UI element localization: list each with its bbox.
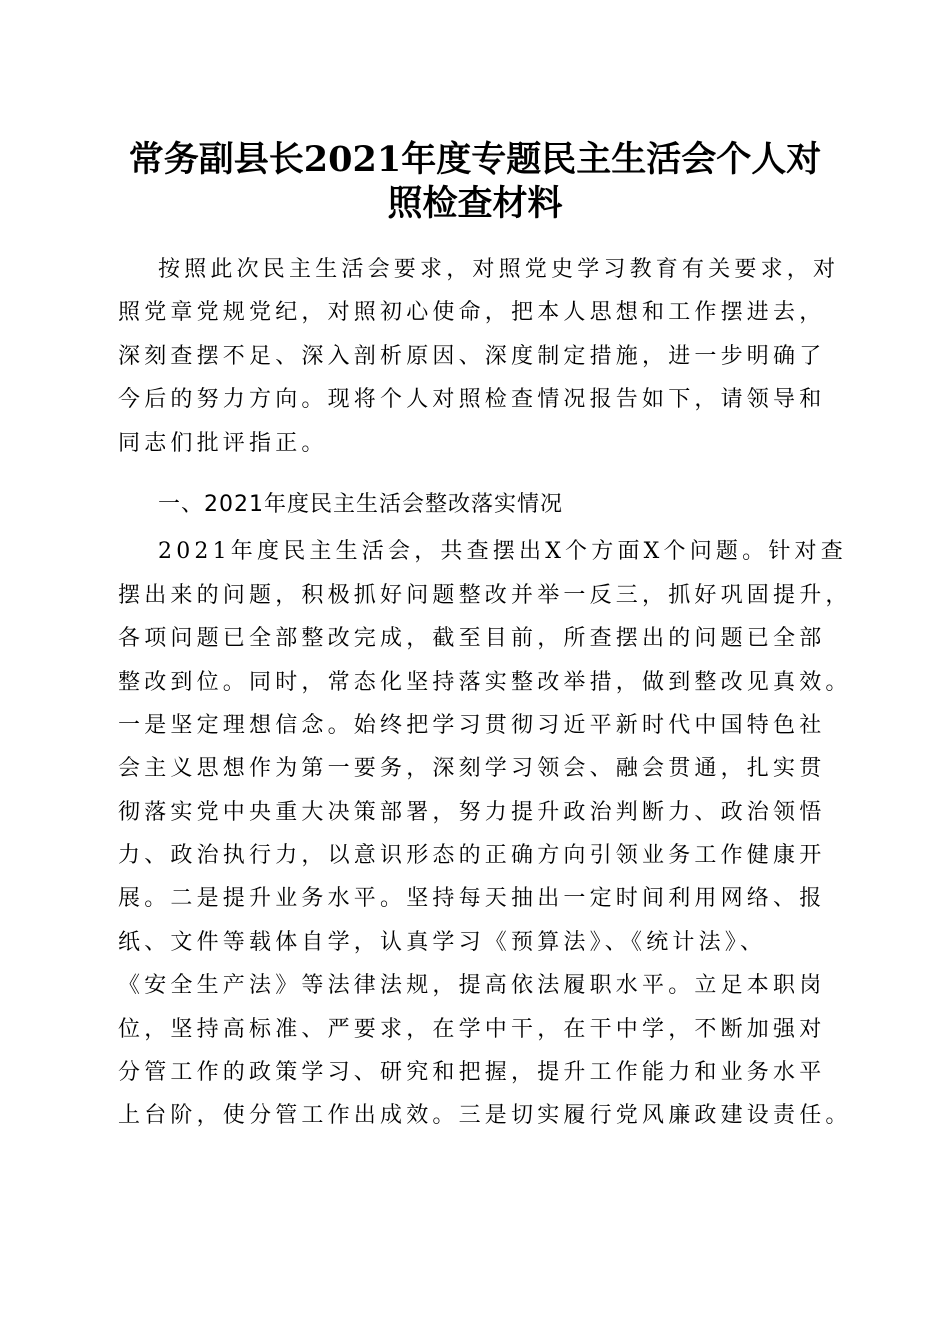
paragraph-line: 2021年度民主生活会，共查摆出X个方面X个问题。针对查 — [158, 539, 847, 565]
document-title-line-2: 照检查材料 — [387, 183, 563, 224]
paragraph-line: 一是坚定理想信念。始终把学习贯彻习近平新时代中国特色社 — [118, 712, 826, 738]
paragraph-line: 整改到位。同时，常态化坚持落实整改举措，做到整改见真效。 — [118, 669, 852, 695]
paragraph-line: 彻落实党中央重大决策部署，努力提升政治判断力、政治领悟 — [118, 799, 826, 825]
document-title-line-1: 常务副县长2021年度专题民主生活会个人对 — [128, 139, 822, 180]
paragraph-line: 今后的努力方向。现将个人对照检查情况报告如下，请领导和 — [118, 387, 826, 413]
paragraph-line: 照党章党规党纪，对照初心使命，把本人思想和工作摆进去， — [118, 300, 826, 326]
paragraph-line: 分管工作的政策学习、研究和把握，提升工作能力和业务水平 — [118, 1060, 826, 1086]
document-body — [118, 248, 858, 1138]
paragraph-line: 纸、文件等载体自学，认真学习《预算法》、《统计法》、 — [118, 929, 767, 955]
paragraph-line: 按照此次民主生活会要求，对照党史学习教育有关要求，对 — [158, 257, 840, 282]
paragraph-line: 各项问题已全部整改完成，截至目前，所查摆出的问题已全部 — [118, 626, 826, 652]
paragraph-line: 会主义思想作为第一要务，深刻学习领会、融会贯通，扎实贯 — [118, 756, 826, 782]
document-title — [0, 138, 950, 226]
paragraph-line: 《安全生产法》等法律法规，提高依法履职水平。立足本职岗 — [118, 973, 826, 999]
section-heading: 一、2021年度民主生活会整改落实情况 — [158, 491, 563, 517]
paragraph-line: 摆出来的问题，积极抓好问题整改并举一反三，抓好巩固提升， — [118, 582, 852, 608]
paragraph-line: 展。二是提升业务水平。坚持每天抽出一定时间利用网络、报 — [118, 886, 826, 912]
paragraph-line: 上台阶，使分管工作出成效。三是切实履行党风廉政建设责任。 — [118, 1103, 852, 1129]
paragraph-line: 同志们批评指正。 — [118, 430, 328, 456]
paragraph-line: 力、政治执行力，以意识形态的正确方向引领业务工作健康开 — [118, 843, 826, 869]
paragraph-line: 深刻查摆不足、深入剖析原因、深度制定措施，进一步明确了 — [118, 343, 826, 369]
paragraph-line: 位，坚持高标准、严要求，在学中干，在干中学，不断加强对 — [118, 1016, 826, 1042]
